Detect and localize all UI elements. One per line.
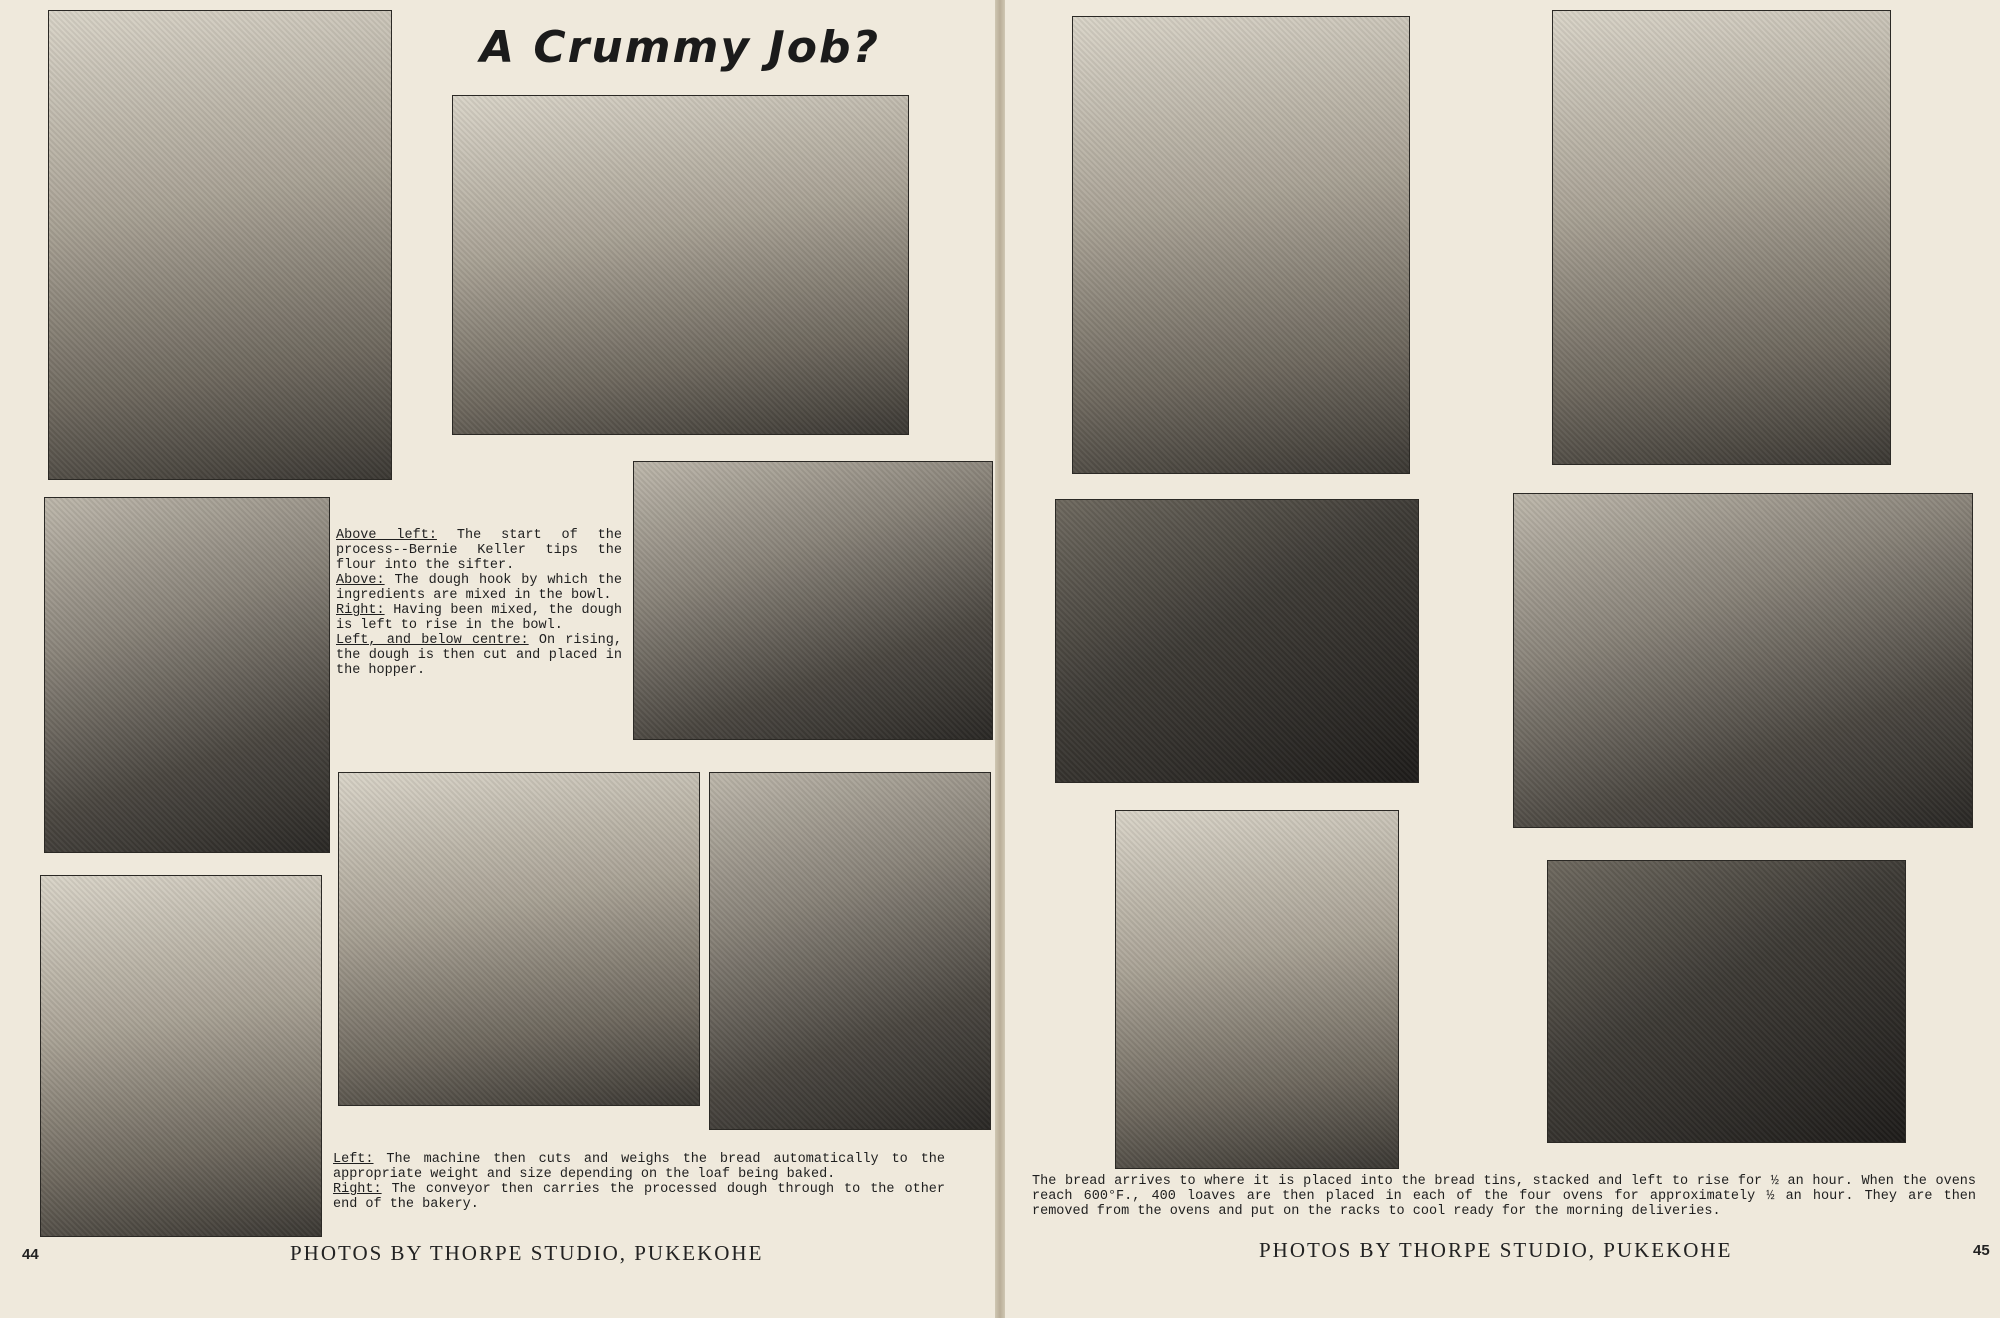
caption-top: [336, 528, 622, 678]
caption-label-left-centre: Left, and below centre:: [336, 633, 529, 648]
photo-dough-hook: [452, 95, 909, 435]
photo-credit-left: PHOTOS BY THORPE STUDIO, PUKEKOHE: [290, 1241, 764, 1265]
photo-cooling-racks: [1547, 860, 1906, 1143]
photo-credit-right: PHOTOS BY THORPE STUDIO, PUKEKOHE: [1259, 1238, 1733, 1262]
right-page: [1005, 0, 2000, 1318]
spine-gutter: [995, 0, 1005, 1318]
caption-label-above: Above:: [336, 573, 385, 588]
caption-label-left: Left:: [333, 1152, 374, 1167]
photo-oven-loading: [1513, 493, 1973, 828]
photo-risen-dough-bowl: [633, 461, 993, 740]
caption-label-right: Right:: [336, 603, 385, 618]
caption-right-page: The bread arrives to where it is placed into the bread tins, stacked and left to rise for ½ an hour. When the ovens reach 600°F., 400 loaves are then placed in each of the four ovens for approximately ½ an hour. They are then removed from the ovens and put on the racks to cool ready for the morning deliveries.: [1032, 1174, 1976, 1219]
caption-label-right-bottom: Right:: [333, 1182, 382, 1197]
photo-cutting-machine: [40, 875, 322, 1237]
photo-baker-oven: [1115, 810, 1399, 1169]
photo-divider-machine: [1072, 16, 1410, 474]
caption-text-left: The machine then cuts and weighs the bread automatically to the appropriate weight and size depending on the loaf being baked.: [333, 1152, 945, 1182]
photo-flour-sifter: [48, 10, 392, 480]
page-number-right: 45: [1973, 1242, 1990, 1259]
caption-text-above: The dough hook by which the ingredients are mixed in the bowl.: [336, 573, 622, 603]
page-number-left: 44: [22, 1246, 39, 1263]
caption-text-above-left: The start of the process--Bernie Keller tips the flour into the sifter.: [336, 528, 622, 573]
photo-stacked-tins: [1055, 499, 1419, 783]
page-headline: A Crummy Job?: [480, 22, 880, 73]
photo-conveyor: [709, 772, 991, 1130]
caption-bottom: [333, 1152, 945, 1212]
caption-text-right-bottom: The conveyor then carries the processed dough through to the other end of the bakery.: [333, 1182, 945, 1212]
caption-label-above-left: Above left:: [336, 528, 437, 543]
left-page: [0, 0, 995, 1318]
caption-text-left-centre: On rising, the dough is then cut and placed in the hopper.: [336, 633, 622, 678]
photo-mixing-bowl: [44, 497, 330, 853]
caption-text-right: Having been mixed, the dough is left to rise in the bowl.: [336, 603, 622, 633]
photo-hopper: [338, 772, 700, 1106]
photo-moulding-loaves: [1552, 10, 1891, 465]
